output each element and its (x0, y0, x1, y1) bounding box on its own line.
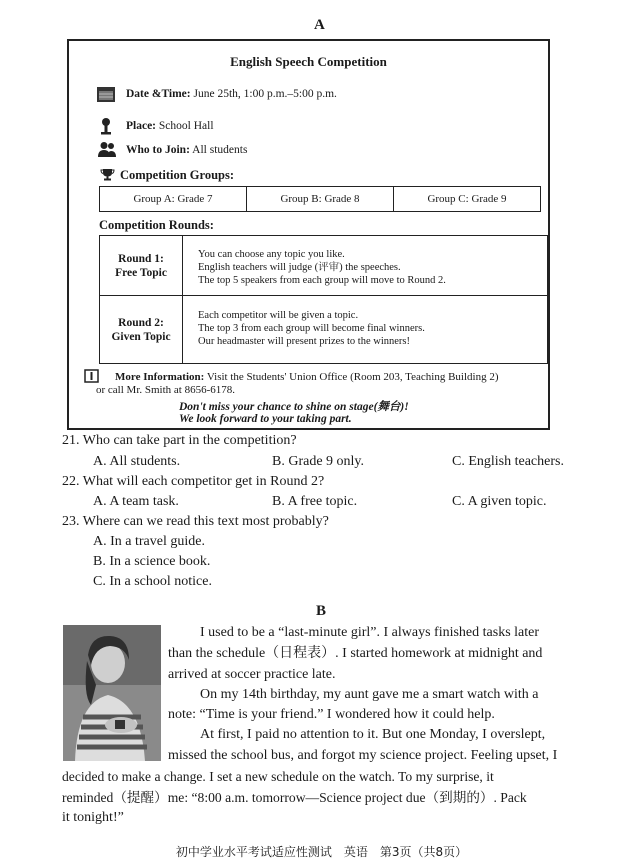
group-a-cell: Group A: Grade 7 (100, 187, 247, 211)
option-22-b: B. A free topic. (272, 494, 358, 509)
option-23-a: A. In a travel guide. (93, 534, 205, 549)
round-1-line-3: The top 5 speakers from each group will move to Round 2. (198, 275, 446, 286)
group-b-cell: Group B: Grade 8 (247, 187, 394, 211)
groups-table (99, 186, 541, 212)
round-2-name-line2: Given Topic (111, 331, 171, 343)
info-icon (84, 369, 99, 383)
groups-heading: Competition Groups: (120, 168, 235, 182)
paragraph-3-line-4: reminded（提醒）me: “8:00 a.m. tomorrow—Science project due（到期的）. Pack (62, 790, 527, 805)
option-23-c: C. In a school notice. (93, 574, 212, 589)
option-21-a: A. All students. (93, 454, 181, 469)
question-text: What will each competitor get in Round 2? (82, 474, 325, 489)
option-22-c: C. A given topic. (452, 494, 547, 509)
place-row (126, 120, 214, 132)
section-a-letter: A (314, 17, 325, 33)
girl-with-watch-photo (63, 625, 161, 761)
more-info-text: Visit the Students' Union Office (Room 203, Teaching Building 2) (206, 371, 499, 383)
more-info-label: More Information: (115, 371, 205, 383)
notice-title: English Speech Competition (230, 54, 387, 69)
round-2-row (100, 296, 547, 363)
calendar-icon (96, 86, 116, 103)
round-2-description (198, 309, 425, 348)
place-label: Place: (126, 120, 157, 132)
round-2-line-1: Each competitor will be given a topic. (198, 310, 359, 321)
question-number: 22. (62, 474, 80, 489)
round-1-description (198, 248, 446, 287)
paragraph-3-line-2: missed the school bus, and forgot my science project. Feeling upset, I (168, 748, 558, 763)
round-1-name-line1: Round 1: (118, 253, 164, 265)
paragraph-1-line-1: I used to be a “last-minute girl”. I always finished tasks later (200, 625, 540, 640)
section-b-letter: B (316, 603, 327, 619)
question-number: 23. (62, 514, 80, 529)
closing-line-1: Don't miss your chance to shine on stage(舞台)! (179, 401, 409, 413)
more-info-line-1 (115, 371, 499, 383)
paragraph-3-line-1: At first, I paid no attention to it. But one Monday, I overslept, (200, 727, 546, 742)
closing-line-2: We look forward to your taking part. (179, 413, 352, 425)
option-21-b: B. Grade 9 only. (272, 454, 365, 469)
paragraph-3-line-5: it tonight!” (62, 810, 124, 825)
rounds-table (99, 235, 548, 364)
who-row (126, 144, 247, 156)
location-pin-icon (99, 117, 113, 135)
option-22-a: A. A team task. (93, 494, 179, 509)
competition-notice (67, 39, 550, 430)
round-1-line-2: English teachers will judge (评审) the speeches. (198, 262, 401, 273)
option-21-c: C. English teachers. (452, 454, 564, 469)
rounds-heading: Competition Rounds: (99, 218, 214, 232)
round-1-name-line2: Free Topic (115, 267, 167, 279)
who-label: Who to Join: (126, 144, 190, 156)
date-value: June 25th, 1:00 p.m.–5:00 p.m. (193, 88, 337, 100)
page-footer: 初中学业水平考试适应性测试 英语 第3页（共8页） (175, 845, 468, 859)
option-23-b: B. In a science book. (93, 554, 211, 569)
question-text: Where can we read this text most probably? (82, 514, 329, 529)
group-c-cell: Group C: Grade 9 (427, 193, 507, 205)
paragraph-2-line-2: note: “Time is your friend.” I wondered how it could help. (168, 707, 495, 722)
question-text: Who can take part in the competition? (82, 433, 297, 448)
round-2-line-2: The top 3 from each group will become final winners. (198, 323, 425, 334)
round-2-name (100, 316, 182, 344)
round-2-name-line1: Round 2: (118, 317, 164, 329)
who-value: All students (192, 144, 248, 156)
more-info-line-2: or call Mr. Smith at 8656-6178. (96, 384, 236, 396)
paragraph-1-line-2: than the schedule（日程表）. I started homework at midnight and (168, 646, 543, 661)
round-1-name (100, 252, 182, 280)
question-number: 21. (62, 433, 80, 448)
question-23 (62, 514, 329, 530)
paragraph-3-line-3: decided to make a change. I set a new schedule on the watch. To my surprise, it (62, 769, 494, 784)
place-value: School Hall (158, 120, 214, 132)
paragraph-2-line-1: On my 14th birthday, my aunt gave me a smart watch with a (200, 687, 539, 702)
people-icon (97, 141, 117, 157)
round-2-line-3: Our headmaster will present prizes to the winners! (198, 336, 410, 347)
round-1-line-1: You can choose any topic you like. (198, 249, 345, 260)
question-21 (62, 433, 297, 449)
date-label: Date &Time: (126, 88, 191, 100)
date-time-row (126, 88, 337, 100)
question-22 (62, 474, 324, 490)
paragraph-1-line-3: arrived at soccer practice late. (168, 667, 336, 682)
trophy-icon (100, 168, 115, 181)
round-1-row (100, 236, 547, 295)
